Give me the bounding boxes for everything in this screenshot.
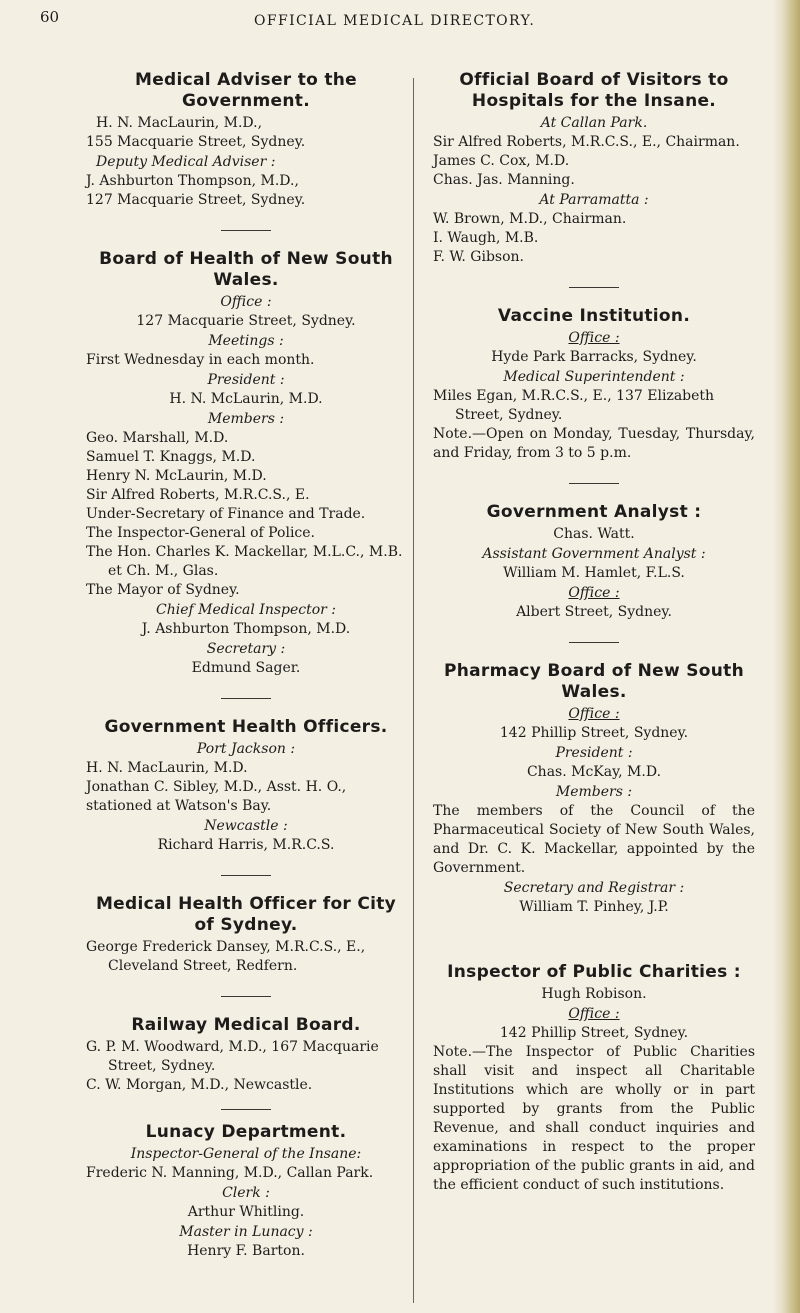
member-entry: Chas. Jas. Manning. [433,172,575,188]
master-name: Henry F. Barton. [187,1243,305,1259]
deputy-label: Deputy Medical Adviser : [96,154,276,170]
secretary-name: Edmund Sager. [191,660,301,676]
section-title: Government Analyst : [486,502,702,522]
running-head: OFFICIAL MEDICAL DIRECTORY. [254,13,536,29]
member-entry: C. W. Morgan, M.D., Newcastle. [86,1077,313,1093]
section-vaccine-institution [433,306,755,463]
superintendent-label: Medical Superintendent : [503,369,685,385]
section-title: Vaccine Institution. [497,306,691,326]
office-address: Albert Street, Sydney. [516,604,672,620]
adviser-name: H. N. MacLaurin, M.D., [96,115,263,131]
section-title: Medical Health Officer for City of Sydney. [95,894,397,935]
office-address: Hyde Park Barracks, Sydney. [491,349,697,365]
vaccine-note: Note.—Open on Monday, Tuesday, Thursday, and Friday, from 3 to 5 p.m. [433,426,755,461]
section-mho-sydney [86,894,406,976]
master-label: Master in Lunacy : [179,1224,313,1240]
office-label-text: Office : [568,330,620,346]
section-divider [569,642,619,643]
president-name: Chas. McKay, M.D. [526,764,662,780]
section-medical-adviser [86,70,406,210]
section-board-of-health [86,249,406,678]
secretary-label: Secretary and Registrar : [503,880,685,896]
section-public-charities [433,962,755,1195]
member-entry: Samuel T. Knaggs, M.D. [86,449,256,465]
members-text: The members of the Council of the Pharmaceutical Society of New South Wales, and Dr. C. K. Mackellar, appointed by the Government. [433,803,755,876]
member-entry: Sir Alfred Roberts, M.R.C.S., E. [86,487,310,503]
officer-entry: Richard Harris, M.R.C.S. [157,837,335,853]
adviser-address: 155 Macquarie Street, Sydney. [86,134,306,150]
meetings-text: First Wednesday in each month. [86,352,315,368]
clerk-name: Arthur Whitling. [187,1204,305,1220]
secretary-name: William T. Pinhey, J.P. [519,899,669,915]
member-entry: Under-Secretary of Finance and Trade. [86,506,366,522]
section-lunacy [86,1122,406,1261]
deputy-name: J. Ashburton Thompson, M.D., [86,173,299,189]
section-title: Inspector of Public Charities : [447,962,741,982]
member-entry: Sir Alfred Roberts, M.R.C.S., E., Chairman. [433,134,740,150]
page-number: 60 [40,8,60,26]
inspector-general-label: Inspector-General of the Insane: [130,1146,362,1162]
left-column [86,70,406,1261]
inspector-general-name: Frederic N. Manning, M.D., Callan Park. [86,1165,374,1181]
section-railway-board [86,1015,406,1095]
section-divider [221,875,271,876]
section-divider [569,483,619,484]
column-rule [413,78,414,1303]
president-name: H. N. McLaurin, M.D. [169,391,323,407]
member-entry: G. P. M. Woodward, M.D., 167 Macquarie Street, Sydney. [86,1039,379,1074]
section-divider [221,230,271,231]
meetings-label: Meetings : [208,333,284,349]
section-divider [221,1109,271,1110]
member-entry: Henry N. McLaurin, M.D. [86,468,267,484]
section-title: Medical Adviser to the Government. [134,70,357,111]
port-jackson-label: Port Jackson : [196,741,296,757]
section-government-analyst [433,502,755,622]
assistant-analyst-label: Assistant Government Analyst : [482,546,706,562]
member-entry: F. W. Gibson. [433,249,524,265]
clerk-label: Clerk : [222,1185,270,1201]
section-divider [221,698,271,699]
office-label [433,705,755,724]
section-title: Railway Medical Board. [131,1015,361,1035]
member-entry: W. Brown, M.D., Chairman. [433,211,627,227]
section-title: Official Board of Visitors to Hospitals for the Insane. [459,70,729,111]
office-label [433,1005,755,1024]
president-label: President : [207,372,285,388]
office-address: 142 Phillip Street, Sydney. [499,725,689,741]
section-gov-health-officers [86,717,406,855]
section-title: Board of Health of New South Wales. [99,249,393,290]
office-label-text: Office : [568,585,620,601]
members-label: Members : [207,411,285,427]
page-edge-shadow [772,0,800,1313]
officer-entry: Jonathan C. Sibley, M.D., Asst. H. O., stationed at Watson's Bay. [86,779,347,814]
member-entry: I. Waugh, M.B. [433,230,539,246]
parramatta-label: At Parramatta : [539,192,649,208]
chief-inspector-name: J. Ashburton Thompson, M.D. [141,621,351,637]
office-label-text: Office : [568,1006,620,1022]
section-title: Lunacy Department. [145,1122,347,1142]
member-entry: James C. Cox, M.D. [433,153,570,169]
section-title: Pharmacy Board of New South Wales. [444,661,744,702]
office-address: 127 Macquarie Street, Sydney. [136,313,356,329]
member-entry: The Mayor of Sydney. [86,582,240,598]
office-address: 142 Phillip Street, Sydney. [499,1025,689,1041]
section-divider [569,287,619,288]
member-entry: The Inspector-General of Police. [86,525,315,541]
member-entry: The Hon. Charles K. Mackellar, M.L.C., M.B. et Ch. M., Glas. [86,544,403,579]
officer-entry: George Frederick Dansey, M.R.C.S., E., Cleveland Street, Redfern. [86,939,366,974]
president-label: President : [555,745,633,761]
analyst-name: Chas. Watt. [553,526,635,542]
secretary-label: Secretary : [206,641,286,657]
members-label: Members : [555,784,633,800]
deputy-address: 127 Macquarie Street, Sydney. [86,192,306,208]
callan-park-label: At Callan Park. [540,115,648,131]
assistant-analyst-name: William M. Hamlet, F.L.S. [503,565,685,581]
office-label [433,329,755,348]
charities-note: Note.—The Inspector of Public Charities shall visit and inspect all Charitable Institutions which are wholly or in part supported by grants from the Public Revenue, and shall conduct inquiries and examinations in respect to the proper appropriation of the public grants in aid, and the efficient conduct of such institutions. [433,1044,755,1193]
member-entry: Geo. Marshall, M.D. [86,430,229,446]
section-gap [569,941,619,942]
section-title: Government Health Officers. [104,717,388,737]
superintendent-name: Miles Egan, M.R.C.S., E., 137 Elizabeth Street, Sydney. [433,388,715,423]
right-column [433,70,755,1195]
section-board-of-visitors [433,70,755,267]
inspector-name: Hugh Robison. [541,986,647,1002]
office-label: Office : [220,294,272,310]
section-pharmacy-board [433,661,755,917]
newcastle-label: Newcastle : [204,818,288,834]
office-label [433,584,755,603]
chief-inspector-label: Chief Medical Inspector : [155,602,337,618]
section-divider [221,996,271,997]
officer-entry: H. N. MacLaurin, M.D. [86,760,248,776]
office-label-text: Office : [568,706,620,722]
